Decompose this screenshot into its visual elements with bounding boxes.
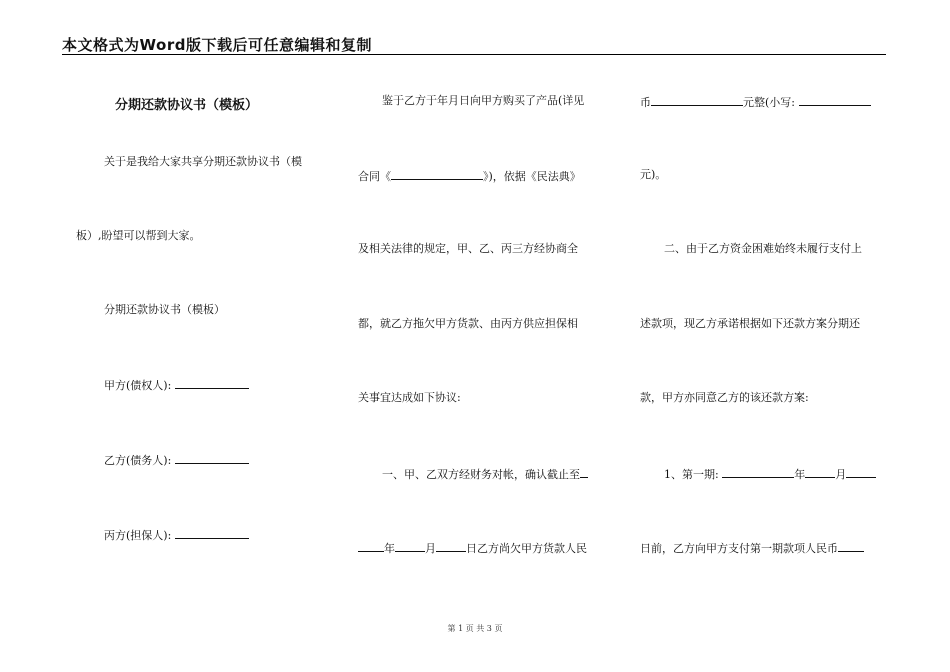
party-c-row [104,527,249,543]
document-title: 分期还款协议书（模板） [115,98,259,113]
year-label-2: 年 [794,468,806,481]
first-payment-text: 日前，乙方向甲方支付第一期款项人民币 [640,542,838,555]
month-label-2: 月 [835,468,847,481]
party-c-label: 丙方(担保人): [104,529,172,542]
col3-line-6 [664,466,876,482]
col2-line-6 [382,466,588,482]
year-blank-1 [358,540,384,552]
amount-label: 元整(小写: [743,96,795,109]
col2-line-1: 鉴于乙方于年月日向甲方购买了产品(详见 [382,94,585,107]
day-blank-2 [846,466,876,478]
col3-line-5: 款，甲方亦同意乙方的该还款方案: [640,391,809,404]
col2-line-2 [358,168,581,184]
party-a-row [104,377,249,393]
month-blank-1 [395,540,425,552]
payment-amount-blank [838,540,864,552]
col2-line-5: 关事宜达成如下协议: [358,391,461,404]
party-c-blank [175,527,249,539]
col3-line-4: 述款项，现乙方承诺根据如下还款方案分期还 [640,317,860,330]
intro-line-2: 板）,盼望可以帮到大家。 [76,229,201,242]
first-installment-label: 1、第一期: [664,468,719,481]
year-label-1: 年 [384,542,395,555]
party-b-label: 乙方(债务人): [104,454,172,467]
contract-close: 》)，依据《民法典》 [483,170,581,183]
header-title: 本文格式为Word版下载后可任意编辑和复制 [62,36,372,54]
col2-line-4: 都，就乙方拖欠甲方货款、由丙方供应担保相 [358,317,578,330]
cutoff-blank [580,466,588,478]
currency-label: 币 [640,96,651,109]
contract-open: 合同《 [358,170,391,183]
contract-name-blank [391,168,483,180]
year-blank-2 [722,466,794,478]
col3-line-1 [640,94,871,110]
party-a-blank [175,377,249,389]
agreement-subtitle: 分期还款协议书（模板） [104,303,225,316]
month-label-1: 月 [425,542,436,555]
intro-line-1: 关于是我给大家共享分期还款协议书（模 [104,155,302,168]
reconcile-text: 一、甲、乙双方经财务对帐，确认截止至 [382,468,580,481]
col2-line-7 [358,540,587,556]
col3-line-3: 二、由于乙方资金困难始终未履行支付上 [664,242,862,255]
header-divider [62,54,886,55]
amount-figures-blank [799,94,871,106]
party-b-row [104,452,249,468]
col3-line-2: 元)。 [640,168,667,181]
amount-words-blank [651,94,743,106]
day-blank-1 [436,540,466,552]
party-b-blank [175,452,249,464]
col2-line-3: 及相关法律的规定，甲、乙、丙三方经协商全 [358,242,578,255]
month-blank-2 [805,466,835,478]
party-a-label: 甲方(债权人): [104,379,172,392]
page-number: 第 1 页 共 3 页 [447,624,503,633]
col3-line-7 [640,540,864,556]
owed-text: 日乙方尚欠甲方货款人民 [466,542,587,555]
